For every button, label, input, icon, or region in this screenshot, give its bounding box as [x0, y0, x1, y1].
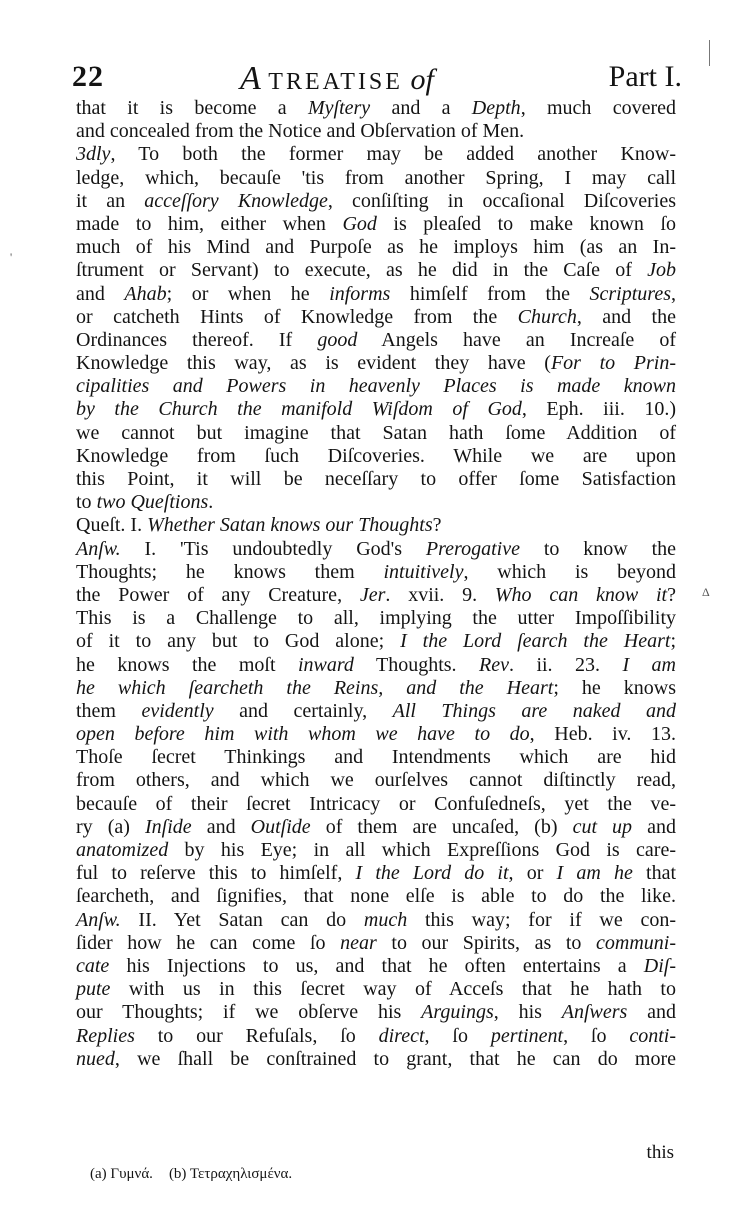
text-run: , Heb. iv. 13. — [529, 723, 677, 746]
text-line — [76, 932, 676, 955]
text-line — [76, 213, 676, 236]
italic-text: good — [317, 328, 358, 351]
text-run: , Eph. iii. 10.) — [521, 398, 677, 421]
text-line — [76, 955, 676, 978]
text-run: this Point, it will be neceſſary to offer ſome Satisfaction — [76, 468, 676, 490]
italic-text: intuitively — [383, 560, 464, 583]
text-line — [76, 259, 676, 282]
text-line — [76, 398, 676, 421]
text-line — [76, 746, 676, 769]
text-run: , which is beyond — [463, 560, 676, 583]
running-header — [72, 60, 682, 102]
italic-text: cut up — [572, 815, 633, 838]
text-line — [76, 468, 676, 491]
text-run: of it to any but to God alone; — [76, 630, 401, 653]
text-run: , and the — [576, 305, 676, 328]
text-run: this way; for if we con- — [407, 908, 676, 931]
italic-text: Anſw. — [76, 537, 121, 560]
text-run: ; he knows — [553, 676, 676, 699]
italic-text: Ahab — [124, 282, 167, 305]
italic-text: Who can know it — [494, 583, 668, 606]
text-line — [76, 422, 676, 445]
text-run: ſider how he can come ſo — [76, 931, 341, 954]
text-run: to know the — [519, 537, 677, 560]
italic-text: inward — [297, 653, 354, 676]
text-run: , — [671, 282, 676, 305]
text-line — [76, 978, 676, 1001]
text-run: he knows the moſt — [76, 653, 298, 676]
text-run: . — [208, 491, 214, 514]
text-run: ? — [667, 583, 677, 606]
text-line — [76, 236, 676, 259]
text-run: , much covered — [520, 97, 676, 119]
italic-text: two Queſtions — [96, 491, 209, 514]
text-line — [76, 677, 676, 700]
text-line — [76, 561, 676, 584]
text-line — [76, 909, 676, 932]
italic-text: Anſwers — [561, 1001, 628, 1024]
text-run: and concealed from the Notice and Obſervation of Men. — [76, 120, 525, 143]
text-run: ſearcheth, and ſignifies, that none elſe is able to do the like. — [76, 885, 676, 908]
margin-mark: ' — [10, 250, 13, 264]
text-line — [76, 538, 676, 561]
text-run: , ſo — [424, 1024, 491, 1047]
text-line — [76, 375, 676, 398]
text-run: and — [627, 1001, 676, 1024]
text-run: to our Refuſals, ſo — [134, 1024, 379, 1047]
text-line — [76, 793, 676, 816]
text-line — [76, 839, 676, 862]
text-run: Angels have an Increaſe of — [357, 328, 677, 351]
italic-text: Rev — [479, 653, 509, 676]
text-run: to — [76, 491, 97, 514]
italic-text: direct — [378, 1024, 425, 1047]
running-title — [240, 60, 434, 98]
italic-text: All Things are naked and — [392, 699, 676, 722]
text-line — [76, 97, 676, 120]
text-run: his Injections to us, and that he often entertains a — [109, 954, 644, 977]
text-line — [76, 283, 676, 306]
italic-text: God — [342, 212, 377, 235]
text-run: becauſe of their ſecret Intricacy or Confuſedneſs, yet the ve- — [76, 792, 676, 815]
text-run: This is a Challenge to all, implying the utter Impoſſibility — [76, 607, 676, 630]
text-run: made to him, either when — [76, 212, 343, 235]
italic-text: Outſide — [250, 815, 311, 838]
text-run: that — [632, 862, 676, 885]
italic-text: evidently — [141, 699, 214, 722]
text-run: I. 'Tis undoubtedly God's — [120, 537, 426, 560]
text-line — [76, 862, 676, 885]
text-run: by his Eye; in all which Expreſſions God is care- — [168, 839, 676, 861]
text-line — [76, 584, 676, 607]
text-run: is pleaſed to make known ſo — [376, 212, 677, 235]
text-run: Thoughts. — [353, 653, 480, 676]
text-run: Knowledge from ſuch Diſcoveries. While we are upon — [76, 444, 676, 467]
text-run: to our Spirits, as to — [376, 931, 597, 954]
text-run: much of his Mind and Purpoſe as he imploys him (as an In- — [76, 236, 676, 259]
text-run: and — [632, 815, 676, 838]
title-of: of — [410, 63, 434, 96]
text-line — [76, 769, 676, 792]
italic-text: Church — [517, 305, 577, 328]
italic-text: Diſ- — [643, 954, 676, 977]
text-line — [76, 654, 676, 677]
italic-text: I the Lord do it — [355, 862, 509, 885]
text-line — [76, 120, 676, 143]
italic-text: by the Church the manifold Wiſdom of God — [76, 398, 522, 421]
text-run: of them are uncaſed, (b) — [310, 815, 573, 838]
text-line — [76, 630, 676, 653]
text-line — [76, 190, 676, 213]
text-run: our Thoughts; if we obſerve his — [76, 1001, 422, 1024]
italic-text: Replies — [76, 1024, 135, 1047]
text-run: it an — [76, 189, 145, 212]
text-run: II. Yet Satan can do — [120, 908, 364, 931]
text-line — [76, 352, 676, 375]
text-run: ledge, which, becauſe 'tis from another Spring, I may call — [76, 166, 676, 189]
italic-text: Anſw. — [76, 908, 121, 931]
text-line — [76, 723, 676, 746]
text-line — [76, 445, 676, 468]
margin-mark: Δ — [702, 585, 710, 599]
text-run: the Power of any Creature, — [76, 583, 360, 606]
italic-text: For to Prin- — [550, 352, 676, 375]
italic-text: cate — [76, 954, 110, 977]
text-line — [76, 607, 676, 630]
italic-text: I am he — [556, 862, 633, 885]
text-run: or catcheth Hints of Knowledge from the — [76, 305, 518, 328]
text-run: and certainly, — [213, 699, 393, 722]
text-run: that it is become a — [76, 97, 308, 119]
italic-text: pute — [76, 978, 111, 1001]
text-run: himſelf from the — [390, 282, 590, 305]
italic-text: informs — [329, 282, 391, 305]
italic-text: acceſſory Knowledge — [144, 189, 328, 212]
italic-text: I the Lord ſearch the Heart — [400, 630, 671, 653]
italic-text: near — [340, 931, 377, 954]
text-run: ? — [432, 514, 442, 537]
text-run: Queſt. I. — [76, 514, 148, 537]
text-line — [76, 1025, 676, 1048]
text-line — [76, 1048, 676, 1071]
text-run: from others, and which we ourſelves cannot diſtinctly read, — [76, 769, 676, 792]
footnote: (b) Τετραχηλισμένα. — [168, 1166, 293, 1182]
text-line — [76, 700, 676, 723]
text-run: Knowledge this way, as is evident they have ( — [76, 352, 551, 375]
title-initial: A — [240, 60, 261, 97]
body-text — [76, 97, 676, 1071]
text-run: . xvii. 9. — [385, 583, 495, 606]
text-run: and a — [370, 97, 472, 119]
italic-text: communi- — [596, 931, 677, 954]
italic-text: Inſide — [144, 815, 192, 838]
text-run: we cannot but imagine that Satan hath ſome Addition of — [76, 421, 676, 444]
footnote: (a) Γυμνά. — [90, 1166, 153, 1182]
text-run: them — [76, 699, 142, 722]
italic-text: much — [363, 908, 408, 931]
text-line — [76, 491, 676, 514]
text-run: , or — [508, 862, 557, 885]
part-label: Part I. — [608, 60, 682, 93]
text-run: ſtrument or Servant) to execute, as he did in the Caſe of — [76, 259, 648, 282]
text-line — [76, 816, 676, 839]
catchword: this — [646, 1142, 674, 1163]
text-run: , conſiſting in occaſional Diſcoveries — [327, 189, 676, 212]
text-run: Thoughts; he knows them — [76, 560, 384, 583]
text-run: . ii. 23. — [509, 653, 623, 676]
italic-text: nued — [76, 1047, 115, 1070]
text-run: ful to reſerve this to himſelf, — [76, 862, 356, 885]
italic-text: cipalities and Powers in heavenly Places is made known — [76, 375, 676, 398]
italic-text: I am — [622, 653, 676, 676]
italic-text: Depth — [471, 97, 521, 119]
italic-text: Arguings — [421, 1001, 494, 1024]
title-word: TREATISE — [268, 69, 403, 95]
italic-text: anatomized — [76, 839, 169, 861]
page-number: 22 — [72, 60, 104, 93]
italic-text: Jer — [359, 583, 386, 606]
text-line — [76, 143, 676, 166]
footnotes — [90, 1166, 308, 1183]
text-run: Thoſe ſecret Thinkings and Intendments which are hid — [76, 746, 676, 769]
italic-text: Myſtery — [307, 97, 371, 119]
text-run: , his — [493, 1001, 562, 1024]
margin-rule — [709, 40, 710, 66]
italic-text: 3dly — [76, 143, 111, 166]
italic-text: Scriptures — [589, 282, 671, 305]
text-line — [76, 1001, 676, 1024]
text-run: , we ſhall be conſtrained to grant, that he can do more — [114, 1047, 676, 1070]
text-run: with us in this ſecret way of Acceſs that he hath to — [110, 978, 676, 1001]
italic-text: Prerogative — [425, 537, 520, 560]
text-line — [76, 167, 676, 190]
text-run: and — [76, 282, 125, 305]
text-line — [76, 306, 676, 329]
text-line — [76, 885, 676, 908]
italic-text: conti- — [629, 1024, 677, 1047]
italic-text: he which ſearcheth the Reins, and the Heart — [76, 676, 554, 699]
italic-text: Whether Satan knows our Thoughts — [147, 514, 433, 537]
text-run: , ſo — [563, 1024, 630, 1047]
italic-text: Job — [647, 259, 676, 282]
text-run: , To both the former may be added another Know- — [110, 143, 676, 166]
italic-text: pertinent — [490, 1024, 564, 1047]
text-run: and — [191, 815, 251, 838]
text-run: ; or when he — [166, 282, 330, 305]
text-run: ry (a) — [76, 815, 145, 838]
text-run: Ordinances thereof. If — [76, 328, 318, 351]
text-line — [76, 514, 676, 537]
text-run: ; — [670, 630, 676, 653]
italic-text: open before him with whom we have to do — [76, 723, 530, 746]
text-line — [76, 329, 676, 352]
